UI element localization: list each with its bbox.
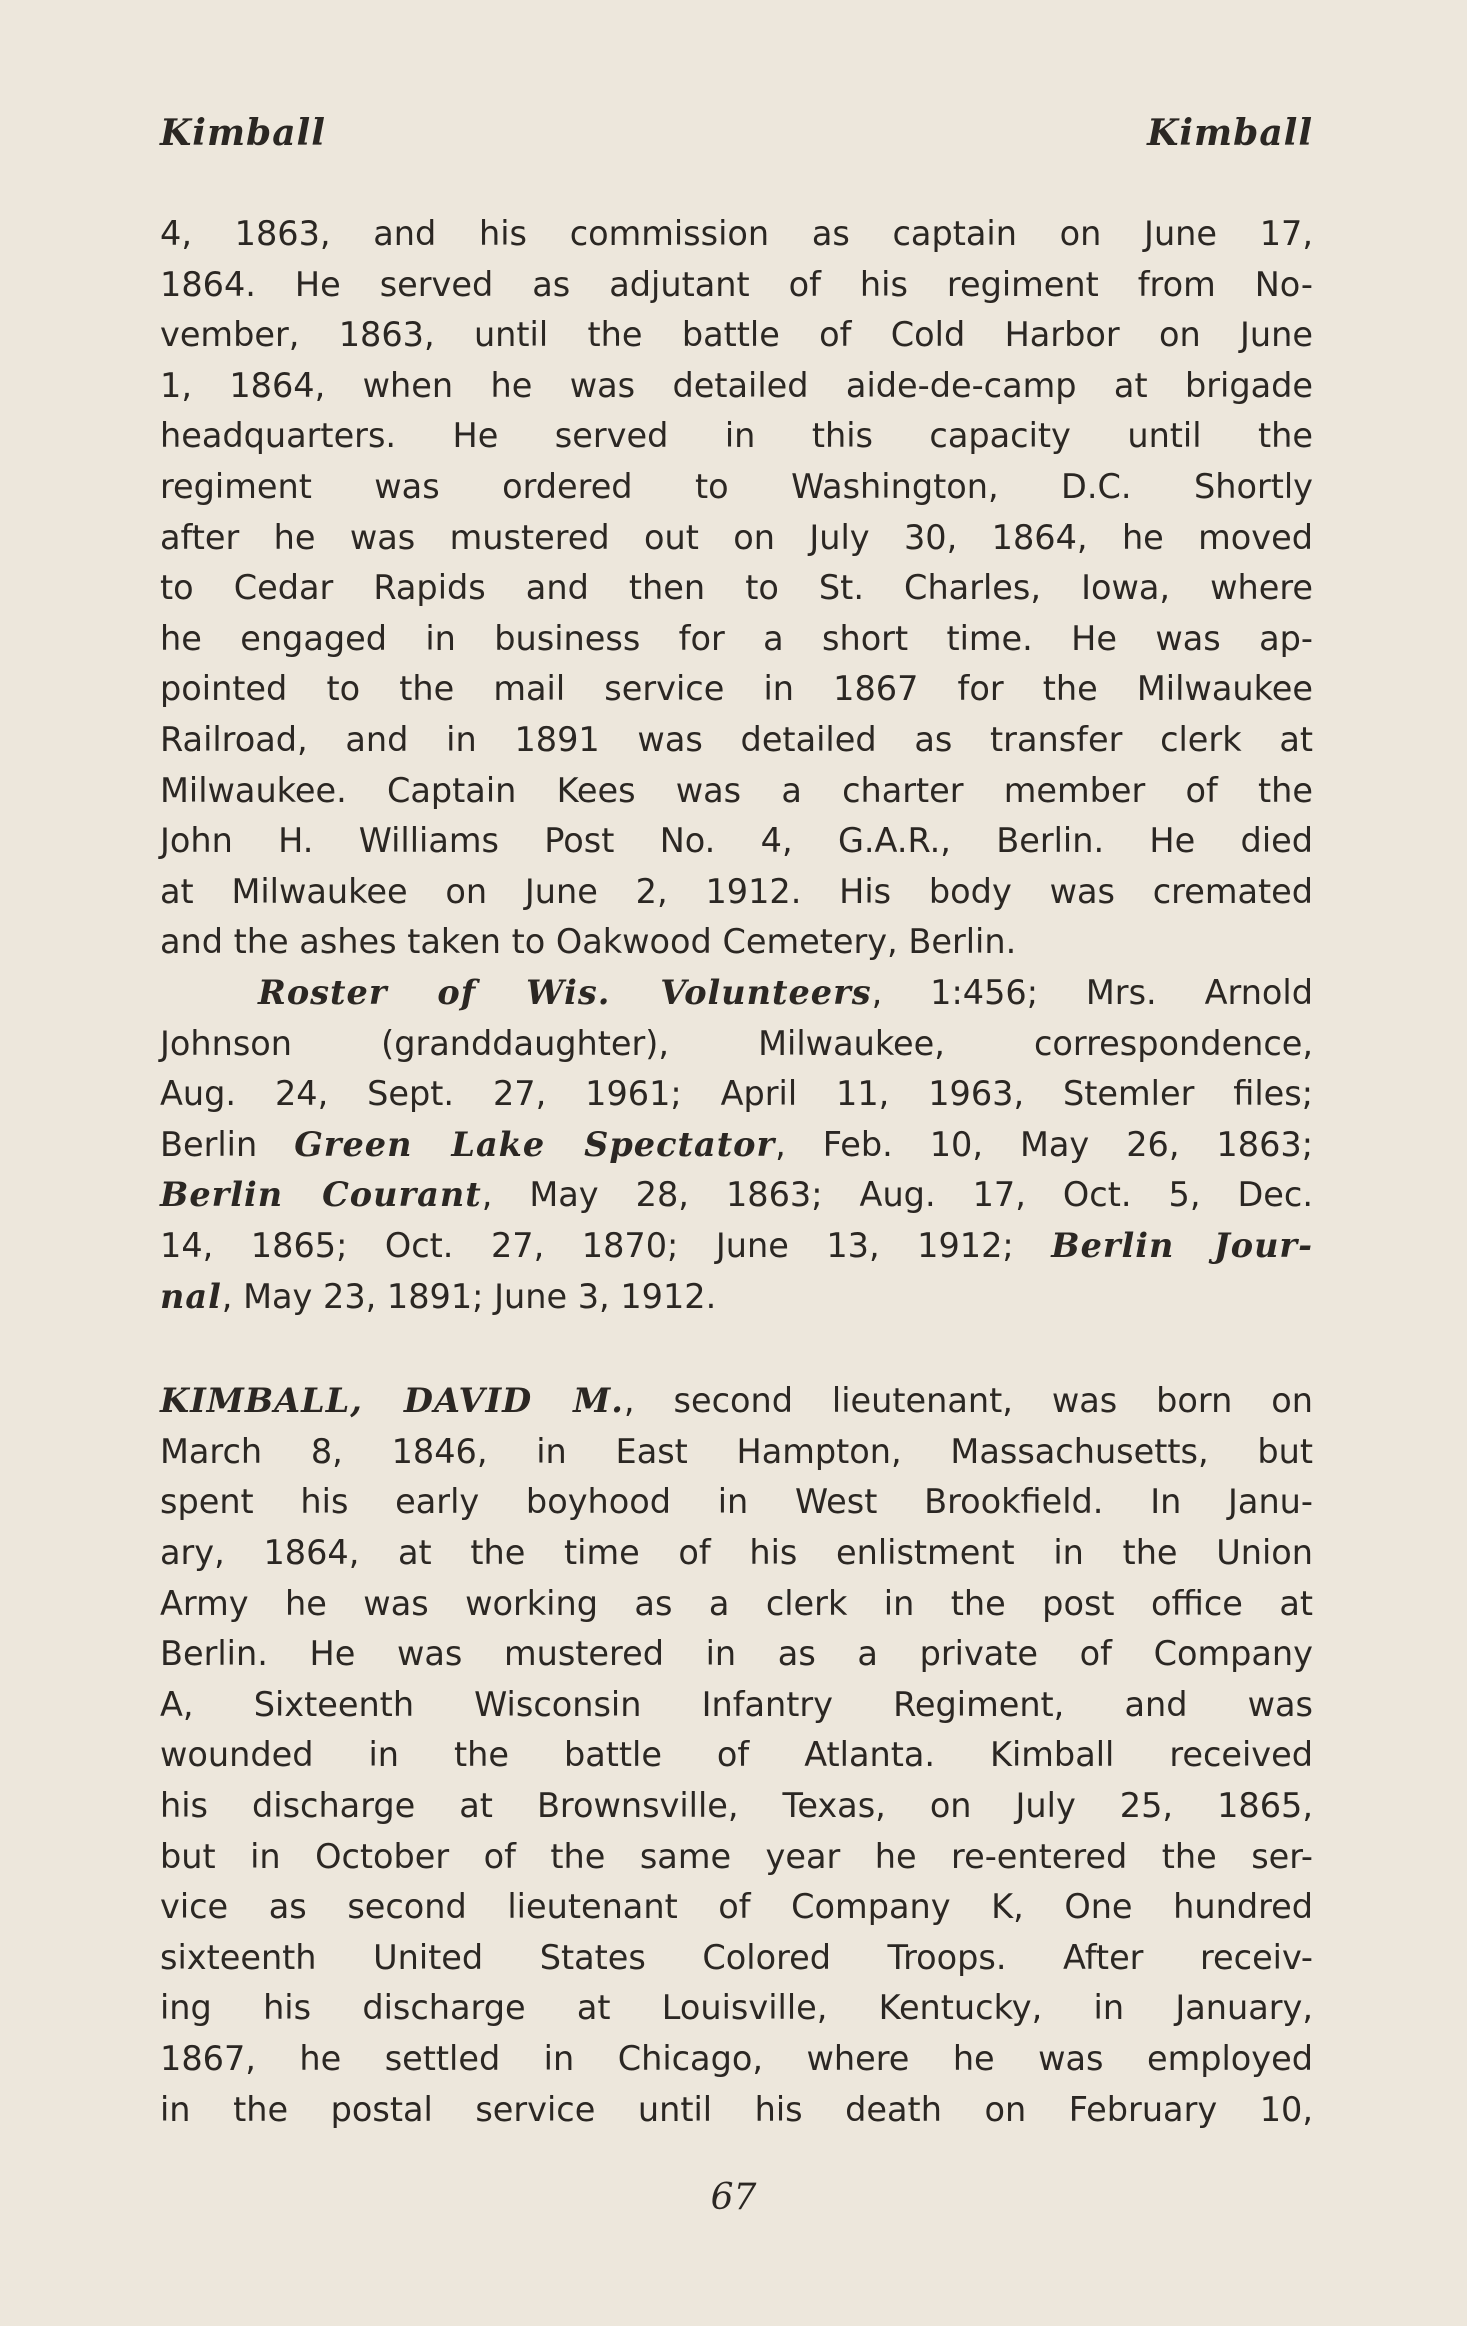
text-segment: spent his early boyhood in West Brookfield. In Janu- (160, 1482, 1313, 1522)
text-segment: , May 28, 1863; Aug. 17, Oct. 5, Dec. (481, 1175, 1313, 1215)
text-segment: Army he was working as a clerk in the post office at (160, 1583, 1313, 1623)
text-line (160, 715, 1313, 765)
text-segment: Johnson (granddaughter), Milwaukee, correspondence, (160, 1023, 1313, 1063)
text-segment: to Cedar Rapids and then to St. Charles, Iowa, where (160, 568, 1313, 608)
text-line (160, 1120, 1313, 1170)
text-segment: 4, 1863, and his commission as captain on June 17, (160, 214, 1313, 253)
text-segment: but in October of the same year he re-entered the ser- (160, 1836, 1313, 1876)
italic-segment: Berlin Courant (160, 1175, 482, 1215)
text-line (160, 1376, 1313, 1426)
text-line (160, 1730, 1313, 1780)
text-line (160, 1781, 1313, 1831)
text-segment: A, Sixteenth Wisconsin Infantry Regiment, and was (160, 1684, 1313, 1724)
italic-segment: Roster of Wis. Volunteers (258, 973, 872, 1012)
text-line (160, 1882, 1313, 1932)
text-segment: Aug. 24, Sept. 27, 1961; April 11, 1963, Stemler files; (160, 1074, 1313, 1114)
text-segment: 14, 1865; Oct. 27, 1870; June 13, 1912; (160, 1226, 1052, 1265)
text-line (160, 1832, 1313, 1882)
text-line (160, 1579, 1313, 1629)
text-segment: , May 23, 1891; June 3, 1912. (221, 1276, 717, 1316)
text-segment: vember, 1863, until the battle of Cold Harbor on June (160, 315, 1313, 355)
text-line (160, 1629, 1313, 1679)
text-line (160, 664, 1313, 714)
text-segment: in the postal service until his death on February 10, (160, 2089, 1313, 2129)
text-segment: , second lieutenant, was born on (623, 1381, 1313, 1421)
text-line (160, 2034, 1313, 2084)
text-segment: Milwaukee. Captain Kees was a charter member of the (160, 770, 1313, 810)
text-line (160, 1680, 1313, 1730)
italic-segment: Berlin Jour- (1051, 1226, 1313, 1265)
text-segment: ary, 1864, at the time of his enlistment in the Union (160, 1533, 1313, 1572)
text-segment: 1867, he settled in Chicago, where he was employed (160, 2039, 1313, 2078)
text-line (160, 1019, 1313, 1069)
text-segment: sixteenth United States Colored Troops. After receiv- (160, 1937, 1313, 1977)
text-segment: at Milwaukee on June 2, 1912. His body was cremated (160, 871, 1313, 911)
text-segment: he engaged in business for a short time. He was ap- (160, 618, 1313, 658)
text-segment: Railroad, and in 1891 was detailed as transfer clerk at (160, 720, 1313, 759)
text-segment: regiment was ordered to Washington, D.C. Shortly (160, 467, 1313, 506)
text-line (160, 1933, 1313, 1983)
italic-segment: KIMBALL, DAVID M. (160, 1381, 624, 1421)
text-line (160, 1272, 1313, 1322)
text-line (160, 260, 1313, 310)
italic-segment: Green Lake Spectator (294, 1124, 776, 1164)
text-line (258, 968, 1313, 1018)
text-segment: wounded in the battle of Atlanta. Kimball received (160, 1735, 1313, 1775)
text-line (160, 1427, 1313, 1477)
text-line (160, 2085, 1313, 2135)
text-segment: pointed to the mail service in 1867 for the Milwaukee (160, 669, 1313, 709)
text-line (160, 209, 1313, 259)
page-number: 67 (710, 2177, 757, 2218)
text-line (160, 1221, 1313, 1271)
text-line (160, 361, 1313, 411)
text-line (160, 917, 1313, 967)
text-line (160, 1528, 1313, 1578)
text-line (160, 1983, 1313, 2033)
italic-segment: nal (160, 1276, 222, 1316)
text-segment: 1864. He served as adjutant of his regiment from No- (160, 264, 1313, 304)
text-segment: March 8, 1846, in East Hampton, Massachusetts, but (160, 1431, 1313, 1471)
text-line (160, 563, 1313, 613)
text-segment: and the ashes taken to Oakwood Cemetery, Berlin. (160, 922, 1017, 962)
text-line (160, 1069, 1313, 1119)
text-line (160, 462, 1313, 512)
text-line (160, 1477, 1313, 1527)
text-segment: after he was mustered out on July 30, 1864, he moved (160, 517, 1313, 557)
text-segment: Berlin (160, 1124, 295, 1164)
text-segment: vice as second lieutenant of Company K, One hundred (160, 1887, 1313, 1927)
text-line (160, 816, 1313, 866)
text-segment: ing his discharge at Louisville, Kentucky, in January, (160, 1988, 1313, 2028)
text-line (160, 766, 1313, 816)
running-head-left: Kimball (160, 112, 326, 154)
text-segment: Berlin. He was mustered in as a private of Company (160, 1634, 1313, 1674)
text-segment: 1, 1864, when he was detailed aide-de-camp at brigade (160, 365, 1313, 405)
text-segment: headquarters. He served in this capacity until the (160, 416, 1313, 456)
text-segment: , Feb. 10, May 26, 1863; (775, 1124, 1313, 1164)
text-segment: , 1:456; Mrs. Arnold (871, 973, 1313, 1012)
text-line (160, 310, 1313, 360)
text-line (160, 867, 1313, 917)
text-line (160, 1170, 1313, 1220)
text-segment: his discharge at Brownsville, Texas, on July 25, 1865, (160, 1786, 1313, 1825)
text-line (160, 513, 1313, 563)
text-line (160, 411, 1313, 461)
running-head-right: Kimball (1147, 112, 1313, 154)
text-line (160, 614, 1313, 664)
text-segment: John H. Williams Post No. 4, G.A.R., Berlin. He died (160, 821, 1313, 861)
